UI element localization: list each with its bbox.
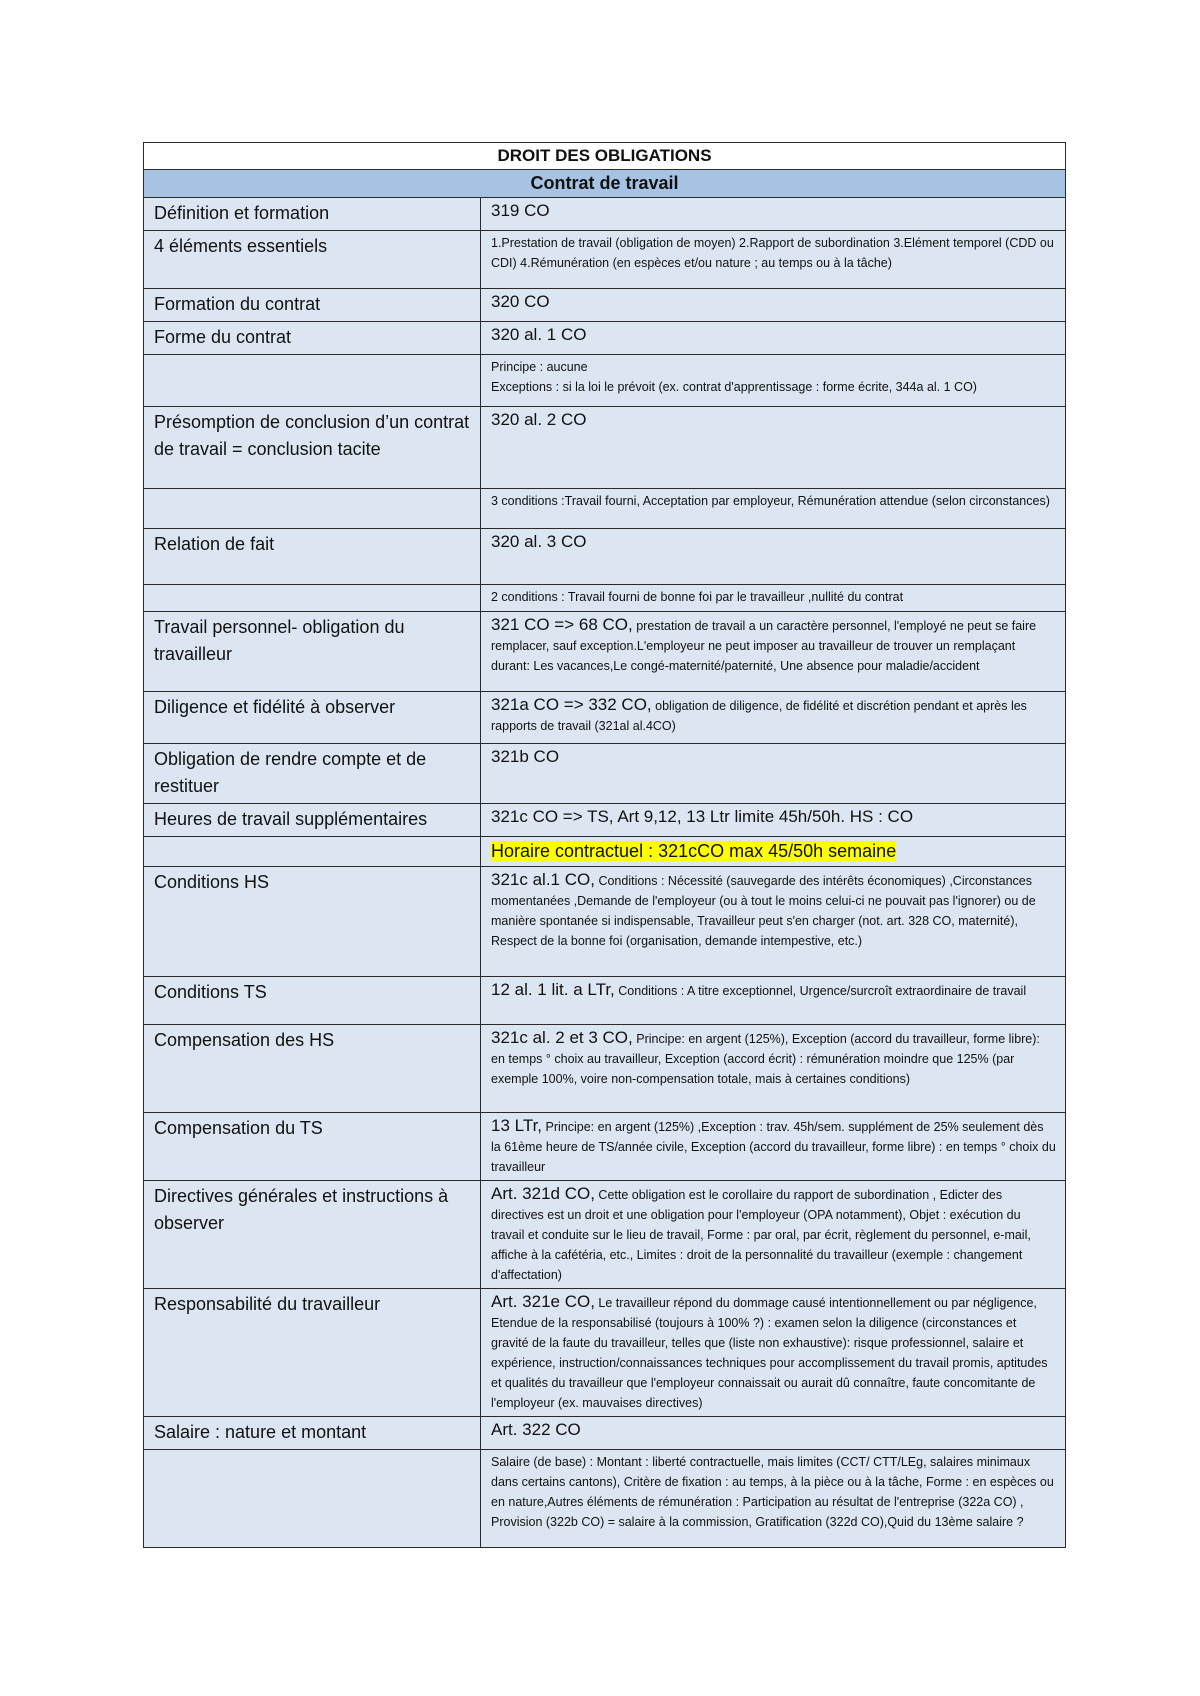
- row-value: [491, 806, 1056, 828]
- table-row: [144, 1025, 1066, 1113]
- table-row: [144, 1289, 1066, 1417]
- row-value: [491, 1183, 1056, 1285]
- row-label: Heures de travail supplémentaires: [154, 809, 428, 829]
- row-label: Travail personnel- obligation du travailleur: [154, 617, 405, 664]
- row-label-cell: [144, 1025, 481, 1113]
- row-detail: Cette obligation est le corollaire du rapport de subordination , Edicter des directives est un droit et une obligation pour l'employeur (OPA notamment), Objet : exécution du travail et conduite sur le lieu de travail, Forme : par oral, par écrit, règlement du personnel, e-mail, affiche à la cafétéria, etc., Limites : droit de la personnalité du travailleur (exemple : changement d'affectation): [491, 1188, 1031, 1282]
- row-label: Présomption de conclusion d’un contrat de travail = conclusion tacite: [154, 412, 470, 459]
- table-title-row: [144, 143, 1066, 170]
- row-detail: Salaire (de base) : Montant : liberté contractuelle, mais limites (CCT/ CTT/LEg, salaires minimaux dans certains cantons), Critère de fixation : au temps, à la pièce ou à la tâche, Forme : en espèces ou en nature,Autres éléments de rémunération : Participation au résultat de l'entreprise (322a CO) , Provision (322b CO) = salaire à la commission, Gratification (322d CO),Quid du 13ème salaire ?: [491, 1455, 1054, 1529]
- table-row: [144, 322, 1066, 355]
- row-value-cell: [481, 1450, 1066, 1548]
- table-row: [144, 231, 1066, 289]
- row-label-cell: [144, 355, 481, 407]
- table-row: [144, 804, 1066, 837]
- article-reference: Art. 321d CO,: [491, 1184, 595, 1203]
- row-label: Compensation des HS: [154, 1030, 335, 1050]
- article-reference: 320 CO: [491, 292, 550, 311]
- article-reference: 321b CO: [491, 747, 560, 766]
- row-label-cell: [144, 1113, 481, 1181]
- row-label-cell: [144, 489, 481, 529]
- article-reference: 321a CO => 332 CO,: [491, 695, 652, 714]
- row-detail-extra: Exceptions : si la loi le prévoit (ex. contrat d'apprentissage : forme écrite, 344a al. 1 CO): [491, 380, 977, 394]
- table-row: [144, 489, 1066, 529]
- row-value-cell: [481, 585, 1066, 612]
- table-row: [144, 837, 1066, 867]
- row-value-cell: [481, 837, 1066, 867]
- row-detail: Conditions : Nécessité (sauvegarde des intérêts économiques) ,Circonstances momentanées ,Demande de l'employeur (ou à tout le moins celui-ci ne pouvait pas l'ignorer) ou de manière spontanée si indispensable, Travailleur peut s'en charger (not. art. 328 CO, maternité), Respect de la bonne foi (organisation, demande intempestive, etc.): [491, 874, 1036, 948]
- document-table: [143, 142, 1066, 1548]
- row-detail: Principe : aucune: [491, 360, 588, 374]
- table-row: [144, 867, 1066, 977]
- row-value-cell: [481, 529, 1066, 585]
- table-row: [144, 1450, 1066, 1548]
- row-value: [491, 531, 1056, 553]
- row-value-cell: [481, 612, 1066, 692]
- row-label: Définition et formation: [154, 203, 330, 223]
- row-detail: 2 conditions : Travail fourni de bonne foi par le travailleur ,nullité du contrat: [491, 590, 904, 604]
- row-label: 4 éléments essentiels: [154, 236, 328, 256]
- row-value-cell: [481, 1417, 1066, 1450]
- row-label-cell: [144, 744, 481, 804]
- document-title: DROIT DES OBLIGATIONS: [144, 143, 1066, 170]
- article-reference: 13 LTr,: [491, 1116, 543, 1135]
- row-value: [491, 409, 1056, 431]
- row-label-cell: [144, 231, 481, 289]
- table-row: [144, 1113, 1066, 1181]
- row-value-cell: [481, 977, 1066, 1025]
- row-detail: Conditions : A titre exceptionnel, Urgence/surcroît extraordinaire de travail: [618, 984, 1027, 998]
- row-label-cell: [144, 692, 481, 744]
- row-value: [491, 491, 1056, 511]
- row-label-cell: [144, 289, 481, 322]
- table-row: [144, 289, 1066, 322]
- row-value: [491, 694, 1056, 736]
- row-label-cell: [144, 585, 481, 612]
- row-value: [491, 1115, 1056, 1177]
- row-detail: 1.Prestation de travail (obligation de moyen) 2.Rapport de subordination 3.Elément temporel (CDD ou CDI) 4.Rémunération (en espèces et/ou nature ; au temps ou à la tâche): [491, 236, 1054, 270]
- row-label: Conditions TS: [154, 982, 267, 1002]
- article-reference: 321c al. 2 et 3 CO,: [491, 1028, 633, 1047]
- row-value: [491, 746, 1056, 768]
- row-label: Responsabilité du travailleur: [154, 1294, 381, 1314]
- row-value-cell: [481, 355, 1066, 407]
- row-value-cell: [481, 1113, 1066, 1181]
- row-label-cell: [144, 322, 481, 355]
- row-label-cell: [144, 1417, 481, 1450]
- row-label-cell: [144, 1181, 481, 1289]
- table-row: [144, 407, 1066, 489]
- article-reference: 320 al. 3 CO: [491, 532, 587, 551]
- article-reference: Art. 321e CO,: [491, 1292, 595, 1311]
- article-reference: 320 al. 2 CO: [491, 410, 587, 429]
- row-value-cell: [481, 867, 1066, 977]
- row-label-cell: [144, 529, 481, 585]
- table-row: [144, 355, 1066, 407]
- row-label-cell: [144, 977, 481, 1025]
- row-value: [491, 1027, 1056, 1089]
- article-reference: 321c al.1 CO,: [491, 870, 595, 889]
- row-value-cell: [481, 744, 1066, 804]
- row-value: [491, 614, 1056, 676]
- row-label: Diligence et fidélité à observer: [154, 697, 396, 717]
- row-value-cell: [481, 322, 1066, 355]
- article-reference: 321 CO => 68 CO,: [491, 615, 633, 634]
- table-row: [144, 198, 1066, 231]
- table-subtitle-row: [144, 170, 1066, 198]
- row-label-cell: [144, 198, 481, 231]
- row-value-cell: [481, 231, 1066, 289]
- row-value: [491, 233, 1056, 273]
- table-row: [144, 977, 1066, 1025]
- row-label: Salaire : nature et montant: [154, 1422, 367, 1442]
- table-row: [144, 744, 1066, 804]
- row-label-cell: [144, 1289, 481, 1417]
- row-value-cell: [481, 692, 1066, 744]
- row-detail: Principe: en argent (125%) ,Exception : trav. 45h/sem. supplément de 25% seulement dès la 61ème heure de TS/année civile, Exception (accord du travailleur, forme libre) : en temps ° choix du travailleur: [491, 1120, 1056, 1174]
- row-label: Relation de fait: [154, 534, 275, 554]
- row-value: [491, 869, 1056, 951]
- row-value: [491, 324, 1056, 346]
- table-row: [144, 529, 1066, 585]
- row-label-cell: [144, 1450, 481, 1548]
- article-reference: 319 CO: [491, 201, 550, 220]
- row-value-cell: [481, 489, 1066, 529]
- row-value: [491, 1419, 1056, 1441]
- article-reference: 320 al. 1 CO: [491, 325, 587, 344]
- row-value-cell: [481, 1289, 1066, 1417]
- table-row: [144, 692, 1066, 744]
- row-label: Compensation du TS: [154, 1118, 323, 1138]
- row-value-cell: [481, 198, 1066, 231]
- row-value-cell: [481, 407, 1066, 489]
- row-value-cell: [481, 1181, 1066, 1289]
- row-detail: Le travailleur répond du dommage causé intentionnellement ou par négligence, Etendue de la responsabilisé (toujours à 100% ?) : examen selon la diligence (circonstances et gravité de la faute du travailleur, telles que (liste non exhaustive): risque professionnel, salaire et expérience, instruction/connaissances techniques pour accomplissement du travail promis, aptitudes et qualités du travailleur que l'employeur connaissait ou aurait dû connaître, faute concomitante de l'employeur (ex. mauvaises directives): [491, 1296, 1048, 1410]
- row-detail: prestation de travail a un caractère personnel, l'employé ne peut se faire remplacer, sauf exception.L'employeur ne peut imposer au travailleur de trouver un remplaçant durant: Les vacances,Le congé-maternité/paternité, Une absence pour maladie/accident: [491, 619, 1037, 673]
- table-row: [144, 1181, 1066, 1289]
- row-value-cell: [481, 804, 1066, 837]
- section-title: Contrat de travail: [144, 170, 1066, 198]
- article-reference: Art. 322 CO: [491, 1420, 581, 1439]
- row-detail: 3 conditions :Travail fourni, Acceptation par employeur, Rémunération attendue (selon circonstances): [491, 494, 1050, 508]
- table-row: [144, 612, 1066, 692]
- row-label-cell: [144, 837, 481, 867]
- row-value: [491, 979, 1056, 1001]
- article-reference: 12 al. 1 lit. a LTr,: [491, 980, 615, 999]
- row-value: [491, 357, 1056, 397]
- row-label: Formation du contrat: [154, 294, 321, 314]
- row-label: Obligation de rendre compte et de restituer: [154, 749, 427, 796]
- row-value: [491, 1452, 1056, 1532]
- row-value-cell: [481, 1025, 1066, 1113]
- row-value: [491, 1291, 1056, 1413]
- row-label-cell: [144, 867, 481, 977]
- row-detail: obligation de diligence, de fidélité et discrétion pendant et après les rapports de travail (321al al.4CO): [491, 699, 1027, 733]
- table-row: [144, 1417, 1066, 1450]
- row-label: Forme du contrat: [154, 327, 292, 347]
- row-label-cell: [144, 804, 481, 837]
- row-label-cell: [144, 612, 481, 692]
- row-value: [491, 587, 1056, 607]
- row-label: Directives générales et instructions à observer: [154, 1186, 449, 1233]
- article-reference: 321c CO => TS, Art 9,12, 13 Ltr limite 45h/50h. HS : CO: [491, 807, 914, 826]
- row-value: [491, 291, 1056, 313]
- row-value-cell: [481, 289, 1066, 322]
- highlighted-text: Horaire contractuel : 321cCO max 45/50h semaine: [491, 841, 897, 861]
- row-value: [491, 200, 1056, 222]
- row-label: Conditions HS: [154, 872, 270, 892]
- table-row: [144, 585, 1066, 612]
- row-label-cell: [144, 407, 481, 489]
- row-detail: Principe: en argent (125%), Exception (accord du travailleur, forme libre): en temps ° choix au travailleur, Exception (accord écrit) : rémunération moindre que 125% (par exemple 100%, voire non-compensation totale, mais à certaines conditions): [491, 1032, 1040, 1086]
